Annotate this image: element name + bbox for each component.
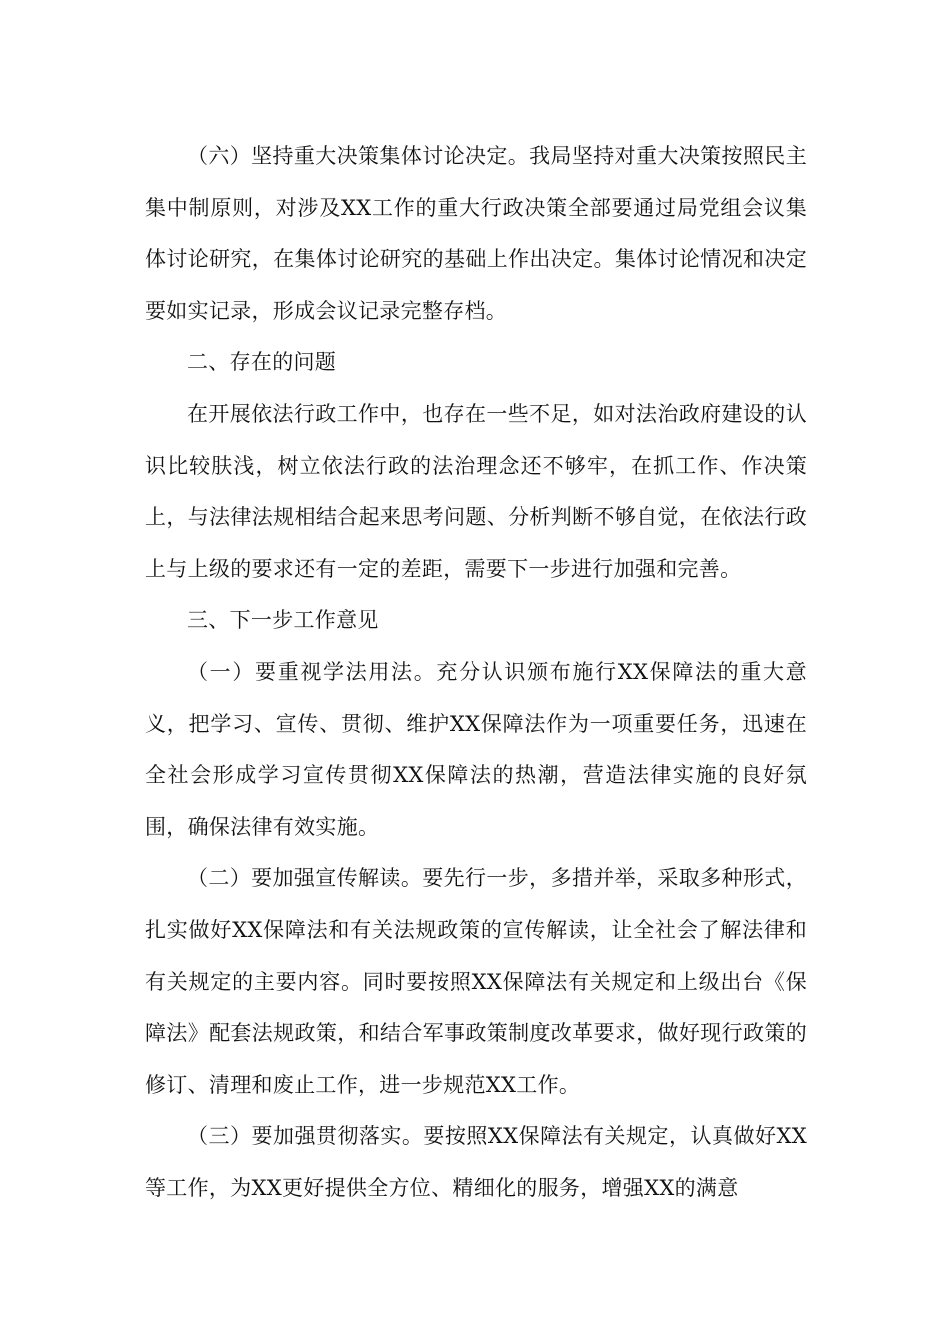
paragraph-decision-making: （六）坚持重大决策集体讨论决定。我局坚持对重大决策按照民主集中制原则，对涉及XX工作的重大行政决策全部要通过局党组会议集体讨论研究，在集体讨论研究的基础上作出决定。集体讨论情况和决定要如实记录，形成会议记录完整存档。	[145, 144, 807, 323]
paragraph-study-law: （一）要重视学法用法。充分认识颁布施行XX保障法的重大意义，把学习、宣传、贯彻、维护XX保障法作为一项重要任务，迅速在全社会形成学习宣传贯彻XX保障法的热潮，营造法律实施的良好氛围，确保法律有效实施。	[145, 659, 807, 839]
paragraph-implementation: （三）要加强贯彻落实。要按照XX保障法有关规定，认真做好XX等工作，为XX更好提供全方位、精细化的服务，增强XX的满意	[145, 1124, 807, 1200]
document-body	[145, 131, 807, 1214]
section-heading-problems: 二、存在的问题	[187, 350, 337, 375]
paragraph-problems: 在开展依法行政工作中，也存在一些不足，如对法治政府建设的认识比较肤浅，树立依法行政的法治理念还不够牢，在抓工作、作决策上，与法律法规相结合起来思考问题、分析判断不够自觉，在依法行政上与上级的要求还有一定的差距，需要下一步进行加强和完善。	[145, 401, 807, 581]
section-heading-next-steps: 三、下一步工作意见	[187, 608, 379, 633]
paragraph-publicity: （二）要加强宣传解读。要先行一步，多措并举，采取多种形式，扎实做好XX保障法和有关法规政策的宣传解读，让全社会了解法律和有关规定的主要内容。同时要按照XX保障法有关规定和上级出台《保障法》配套法规政策，和结合军事政策制度改革要求，做好现行政策的修订、清理和废止工作，进一步规范XX工作。	[145, 866, 807, 1097]
